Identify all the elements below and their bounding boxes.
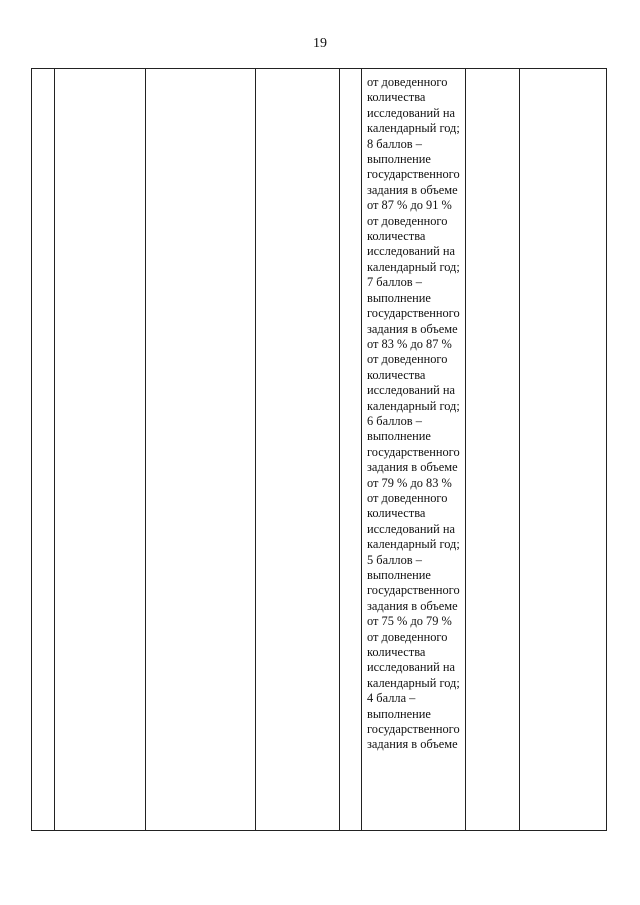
criteria-text-line: от доведенного [367,629,448,644]
criteria-text-line: исследований на [367,660,455,675]
table-cell-col7 [466,69,520,831]
criteria-text-line: государственного [367,444,460,459]
criteria-text-line: количества [367,229,426,244]
criteria-text-line: исследований на [367,383,455,398]
criteria-text-line: количества [367,506,426,521]
criteria-text-line: 5 баллов – [367,552,422,567]
criteria-text-line: государственного [367,167,460,182]
criteria-text-line: исследований на [367,105,455,120]
criteria-text-line: от доведенного [367,490,448,505]
criteria-text-line: количества [367,90,426,105]
table-cell-col3 [146,69,256,831]
criteria-text-line: календарный год; [367,121,460,136]
criteria-text-line: выполнение [367,568,431,582]
criteria-text-line: выполнение [367,429,431,444]
criteria-text-line: задания в объеме [367,182,458,197]
criteria-text-line: количества [367,367,426,382]
criteria-text-line: государственного [367,306,460,321]
criteria-text-line: от 79 % до 83 % [367,475,452,490]
criteria-text-line: выполнение [367,290,431,305]
criteria-text-line: календарный год; [367,259,460,274]
criteria-text-line: 8 баллов – [367,136,422,151]
table-cell-col5 [340,69,362,831]
criteria-text-line: от доведенного [367,75,448,89]
criteria-text-line: задания в объеме [367,598,458,613]
criteria-text-line: от 83 % до 87 % [367,336,452,351]
criteria-text-line: 6 баллов – [367,413,422,428]
criteria-text-line: календарный год; [367,675,460,690]
table-cell-col2 [55,69,146,831]
criteria-text-line: задания в объеме [367,737,458,752]
criteria-text [362,69,465,753]
table-cell-col4 [256,69,340,831]
criteria-text-line: исследований на [367,244,455,259]
criteria-text-line: 7 баллов – [367,275,422,290]
table-row [32,69,607,831]
criteria-text-line: задания в объеме [367,321,458,336]
criteria-text-line: от доведенного [367,352,448,367]
criteria-table [31,68,607,831]
criteria-text-line: 4 балла – [367,691,416,706]
table-cell-col1 [32,69,55,831]
criteria-text-line: государственного [367,722,460,737]
criteria-text-line: государственного [367,583,460,598]
criteria-text-line: от 87 % до 91 % [367,198,452,213]
table-cell-col8 [520,69,607,831]
criteria-text-line: исследований на [367,521,455,536]
criteria-text-line: календарный год; [367,537,460,552]
criteria-text-line: от 75 % до 79 % [367,614,452,629]
criteria-text-line: выполнение [367,706,431,721]
criteria-text-line: от доведенного [367,213,448,228]
criteria-text-line: календарный год; [367,398,460,413]
criteria-text-line: задания в объеме [367,460,458,475]
criteria-text-line: количества [367,645,426,660]
criteria-text-line: выполнение [367,152,431,167]
page-number: 19 [313,36,327,51]
table-cell-criteria-text [362,69,466,831]
